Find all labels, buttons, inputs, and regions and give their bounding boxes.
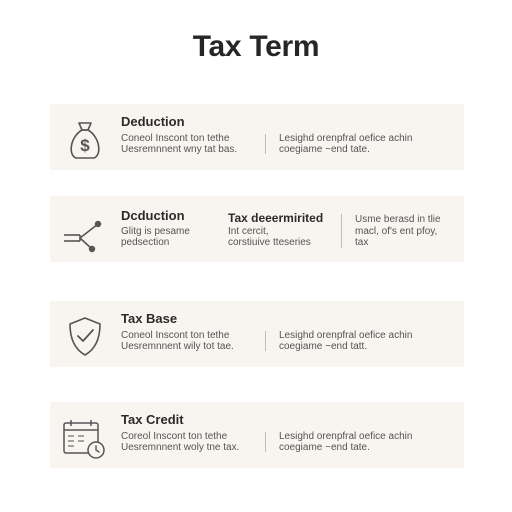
card-left-line: Uesremnnent woly tne tax. [121,442,240,453]
calendar-clock-icon [60,411,110,461]
card-left-line: Coneol Inscont ton tethe [121,330,230,341]
card-left-line: Uesremnnent wny tat bas. [121,144,238,155]
card-right-line: tax [355,237,369,248]
card-left-line: Coreol Inscont ton tethe [121,431,228,442]
card-right-line: Lesighd orenpfral oefice achin [279,431,413,442]
money-bag-icon [60,113,110,163]
card-heading: Tax Base [121,311,178,326]
card-right-line: macl, of's ent pfoy, [355,226,438,237]
card-right-line: Usme berasd in tlie [355,214,441,225]
column-divider [265,134,266,154]
card-heading: Dcduction [121,208,185,223]
card-left-line: Uesremnnent wily tot tae. [121,341,234,352]
column-divider [341,214,342,248]
card-right-line: coegiame ~end tatt. [279,341,368,352]
page-title: Tax Term [192,30,320,63]
card-mid-line: Int cercit, [228,226,269,237]
card-right-line: coegiame ~end tate. [279,144,370,155]
term-card-tax-credit[interactable] [50,402,464,468]
column-divider [265,331,266,351]
card-left-line: Glitg is pesame [121,226,190,237]
shield-check-icon [60,310,110,360]
term-card-tax-base[interactable] [50,301,464,367]
card-mid-heading: Tax deeermirited [228,211,324,225]
card-right-line: coegiame ~end tate. [279,442,370,453]
card-mid-line: corstiuive tteseries [228,237,311,248]
svg-text:$: $ [80,136,90,155]
term-card-deduction[interactable] [50,104,464,170]
card-heading: Tax Credit [121,412,184,427]
card-right-line: Lesighd orenpfral oefice achin [279,133,413,144]
branch-nodes-icon [60,205,110,255]
card-left-line: Coneol Inscont ton tethe [121,133,230,144]
column-divider [265,432,266,452]
card-heading: Deduction [121,114,185,129]
term-card-dcduction[interactable] [50,196,464,262]
card-right-line: Lesighd orenpfral oefice achin [279,330,413,341]
card-left-line: pedsection [121,237,170,248]
